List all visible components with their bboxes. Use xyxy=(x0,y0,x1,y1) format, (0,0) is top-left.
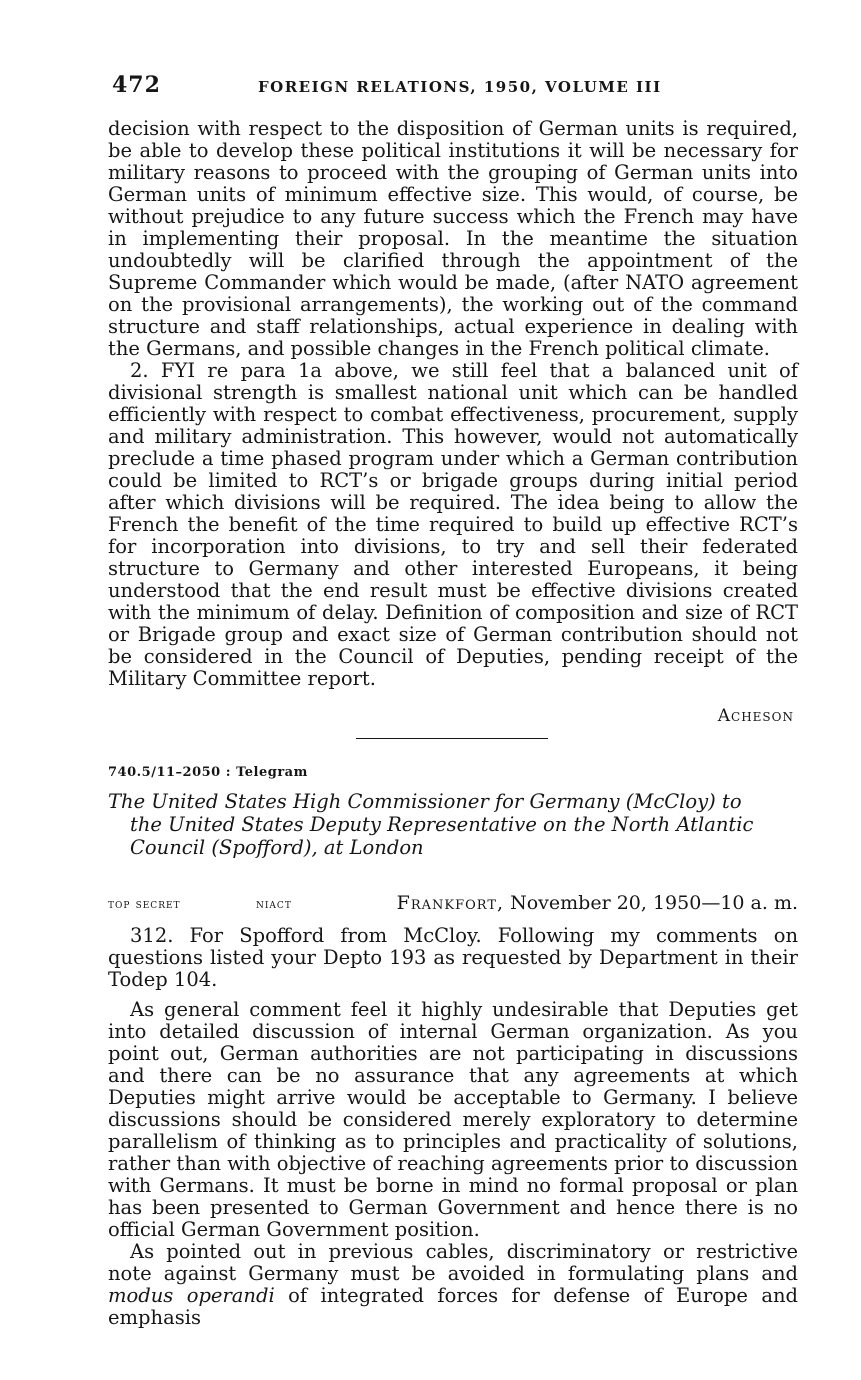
page-number: 472 xyxy=(112,72,161,98)
title-line-2: the United States Deputy Representative on the North Atlantic xyxy=(130,813,754,836)
section1-body xyxy=(108,118,798,690)
telegram-body xyxy=(108,925,798,1329)
classification: top secret xyxy=(108,897,181,912)
page-header xyxy=(112,72,802,106)
signature: Acheson xyxy=(717,706,794,726)
section-divider xyxy=(356,738,548,739)
title-line-1: The United States High Commissioner for Germany (McCloy) to xyxy=(108,790,742,813)
file-reference: 740.5/11–2050 : Telegram xyxy=(108,765,308,780)
document-title xyxy=(108,790,798,859)
dateline xyxy=(397,892,798,914)
title-line-3: Council (Spofford), at London xyxy=(130,836,424,859)
paragraph-3-italic: modus operandi xyxy=(108,1284,275,1307)
telegram-paragraph-3 xyxy=(108,1241,798,1329)
paragraph-3-end: of integrated forces for defense of Europe and emphasis xyxy=(108,1284,798,1329)
dateline-place: Frankfort, xyxy=(396,892,505,914)
telegram-paragraph-2: As general comment feel it highly undesirable that Deputies get into detailed discussion of internal German organization. As you point out, German authorities are not participating in discussions and there can be no assurance that any agreements at which Deputies might arrive would be acceptable to Germany. I believe discussions should be considered merely exploratory to determine parallelism of thinking as to principles and practicality of solutions, rather than with objective of reaching agreements prior to discussion with Germans. It must be borne in mind no formal proposal or plan has been presented to German Government and hence there is no official German Government position. xyxy=(108,998,798,1241)
classification-line xyxy=(108,892,798,916)
dateline-date: November 20, 1950—10 a. m. xyxy=(504,892,798,914)
precedence: niact xyxy=(256,897,292,912)
paragraph-continuation: decision with respect to the disposition of German units is required, be able to develop these political institutions it will be necessary for military reasons to proceed with the grouping of German units into German units of minimum effective size. This would, of course, be without prejudice to any future success which the French may have in implementing their proposal. In the meantime the situation undoubtedly will be clarified through the appointment of the Supreme Commander which would be made, (after NATO agreement on the provisional arrangements), the working out of the command structure and staff relationships, actual experience in dealing with the Germans, and possible changes in the French political climate. xyxy=(108,117,798,360)
paragraph-3-start: As pointed out in previous cables, discriminatory or restrictive note against Germany must be avoided in formulating plans and xyxy=(108,1240,798,1285)
telegram-paragraph-1: 312. For Spofford from McCloy. Following my comments on questions listed your Depto 193 as requested by Department in their Todep 104. xyxy=(108,924,798,991)
paragraph-2: 2. FYI re para 1a above, we still feel that a balanced unit of divisional strength is smallest national unit which can be handled efficiently with respect to combat effectiveness, procurement, supply and military administration. This however, would not automatically preclude a time phased program under which a German contribution could be limited to RCT’s or brigade groups during initial period after which divisions will be required. The idea being to allow the French the benefit of the time required to build up effective RCT’s for incorporation into divisions, to try and sell their federated structure to Germany and other interested Europeans, it being understood that the end result must be effective divisions created with the minimum of delay. Definition of composition and size of RCT or Brigade group and exact size of German contribution should not be considered in the Council of Deputies, pending receipt of the Military Committee report. xyxy=(108,359,798,690)
running-title: FOREIGN RELATIONS, 1950, VOLUME III xyxy=(258,78,662,96)
